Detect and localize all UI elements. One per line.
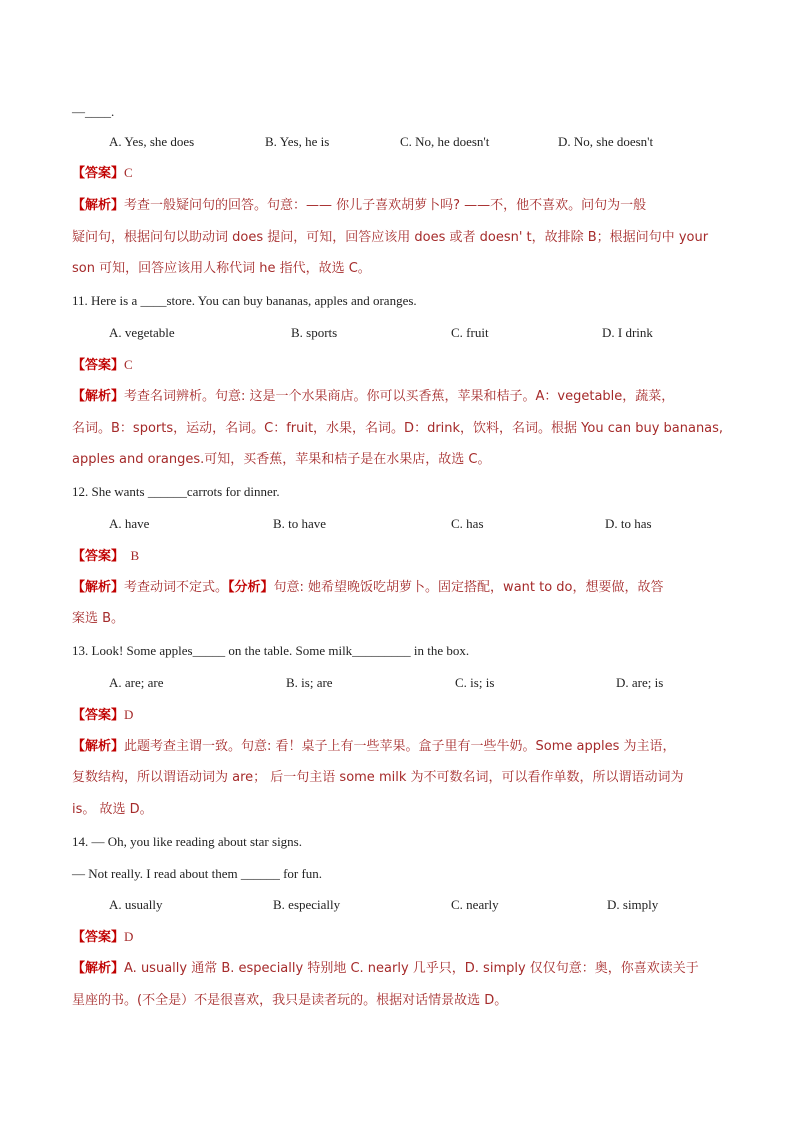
q12-option-c: C. has — [451, 516, 484, 531]
q14-options — [109, 896, 729, 914]
q13-option-b: B. is; are — [286, 675, 333, 690]
q12-answer — [72, 547, 724, 566]
q12-option-a: A. have — [109, 516, 150, 531]
q14-analysis-line-2: 星座的书。(不全是）不是很喜欢，我只是读者玩的。根据对话情景故选 D。 — [72, 993, 508, 1008]
q13-analysis-line-1: 【解析】此题考查主谓一致。句意: 看！桌子上有一些苹果。盒子里有一些牛奶。Some apples 为主语， — [72, 739, 676, 754]
q13-answer — [72, 706, 724, 725]
q14-option-a: A. usually — [109, 897, 163, 912]
analysis-tag: 【解析】 — [72, 580, 125, 595]
q10-analysis-line-1: 【解析】考查一般疑问句的回答。句意：—— 你儿子喜欢胡萝卜吗? ——不，他不喜欢。问句为一般 — [72, 198, 647, 213]
q14-stem-line-1: 14. — Oh, you like reading about star signs. — [72, 834, 302, 849]
q14-analysis-line-1: 【解析】A. usually 通常 B. especially 特别地 C. nearly 几乎只，D. simply 仅仅句意：奥，你喜欢读关于 — [72, 961, 699, 976]
q12-analysis-line-1: 【解析】考查动词不定式。【分析】句意: 她希望晚饭吃胡萝卜。固定搭配，want to do，想要做，故答 — [72, 580, 664, 595]
q14-answer — [72, 928, 724, 947]
q13-options — [109, 674, 729, 692]
q12-options — [109, 515, 729, 533]
q11-option-a: A. vegetable — [109, 325, 175, 340]
answer-value: C — [124, 357, 133, 372]
q13-analysis-line-2: 复数结构，所以谓语动词为 are； 后一句主语 some milk 为不可数名词，可以看作单数，所以谓语动词为 — [72, 770, 684, 785]
q10-stem-tail: —____. — [72, 104, 115, 119]
q12-option-d: D. to has — [605, 516, 652, 531]
q13-option-a: A. are; are — [109, 675, 164, 690]
answer-value: C — [124, 165, 133, 180]
answer-tag: 【答案】 — [72, 708, 125, 723]
q12-stem: 12. She wants ______carrots for dinner. — [72, 484, 280, 499]
answer-tag: 【答案】 — [72, 358, 125, 373]
q10-answer — [72, 164, 724, 183]
q13-stem: 13. Look! Some apples_____ on the table. Some milk_________ in the box. — [72, 643, 470, 658]
q11-analysis-line-1: 【解析】考查名词辨析。句意: 这是一个水果商店。你可以买香蕉，苹果和桔子。A：vegetable，蔬菜， — [72, 389, 675, 404]
q13-option-d: D. are; is — [616, 675, 664, 690]
answer-value: D — [124, 929, 134, 944]
q14-option-c: C. nearly — [451, 897, 499, 912]
answer-tag: 【答案】 — [72, 549, 125, 564]
q14-option-b: B. especially — [273, 897, 341, 912]
answer-value: B — [124, 548, 140, 563]
q10-option-d: D. No, she doesn't — [558, 134, 654, 149]
q13-option-c: C. is; is — [455, 675, 495, 690]
q12-analysis-line-2: 案选 B。 — [72, 611, 125, 626]
q11-stem: 11. Here is a ____store. You can buy bananas, apples and oranges. — [72, 293, 417, 308]
q11-analysis-line-2: 名词。B：sports，运动，名词。C：fruit，水果，名词。D：drink，饮料，名词。根据 You can buy bananas, — [72, 421, 724, 436]
analysis-tag: 【解析】 — [72, 961, 125, 976]
q14-stem-line-2: — Not really. I read about them ______ for fun. — [72, 866, 323, 881]
analysis-tag: 【解析】 — [72, 198, 125, 213]
q12-option-b: B. to have — [273, 516, 327, 531]
q11-answer — [72, 356, 724, 375]
answer-value: D — [124, 707, 134, 722]
q11-analysis-line-3: apples and oranges.可知，买香蕉，苹果和桔子是在水果店，故选 C。 — [72, 452, 491, 467]
q11-option-c: C. fruit — [451, 325, 489, 340]
q10-option-a: A. Yes, she does — [109, 134, 195, 149]
q10-option-c: C. No, he doesn't — [400, 134, 490, 149]
analysis-tag: 【解析】 — [72, 389, 125, 404]
q11-option-b: B. sports — [291, 325, 338, 340]
q13-analysis-line-3: is。 故选 D。 — [72, 802, 153, 817]
q10-options — [109, 133, 729, 151]
q10-analysis-line-2: 疑问句，根据问句以助动词 does 提问，可知，回答应该用 does 或者 doesn' t，故排除 B；根据问句中 your — [72, 230, 709, 245]
q10-analysis-line-3: son 可知，回答应该用人称代词 he 指代，故选 C。 — [72, 261, 371, 276]
analysis-tag: 【解析】 — [72, 739, 125, 754]
answer-tag: 【答案】 — [72, 930, 125, 945]
q11-option-d: D. I drink — [602, 325, 653, 340]
answer-tag: 【答案】 — [72, 166, 125, 181]
q14-option-d: D. simply — [607, 897, 659, 912]
q11-options — [109, 324, 729, 342]
analysis-tag-2: 【分析】 — [228, 580, 274, 595]
q10-option-b: B. Yes, he is — [265, 134, 330, 149]
